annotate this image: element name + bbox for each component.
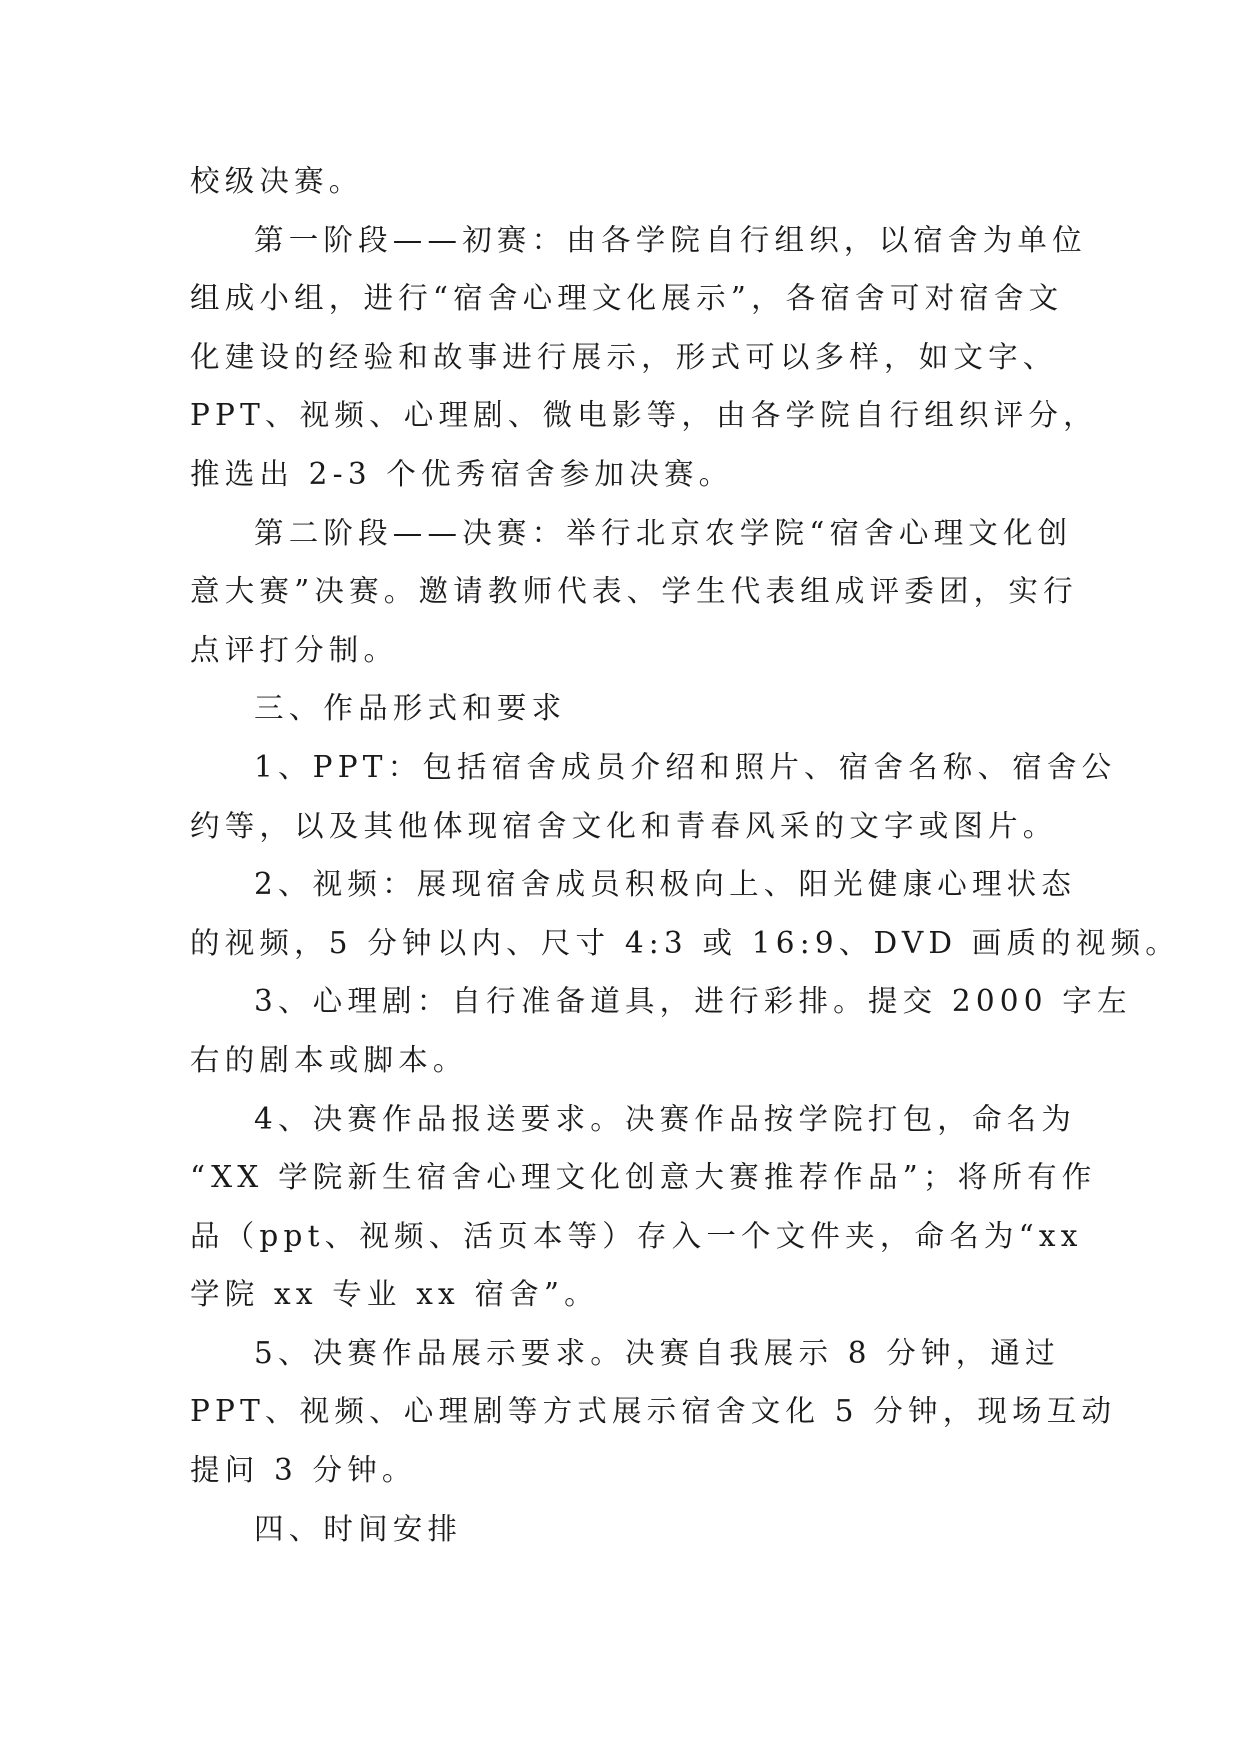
text-line: 意大赛”决赛。邀请教师代表、学生代表组成评委团，实行	[190, 574, 1078, 609]
text-line: 化建设的经验和故事进行展示，形式可以多样，如文字、	[190, 339, 1058, 374]
text-line: “XX 学院新生宿舍心理文化创意大赛推荐作品”；将所有作	[190, 1160, 1097, 1195]
section-heading-schedule: 四、时间安排	[254, 1511, 463, 1546]
document-page	[190, 152, 1180, 1558]
text-line: PPT、视频、心理剧、微电影等，由各学院自行组织评分，	[190, 398, 1098, 433]
paragraph-first-stage: 第一阶段——初赛：由各学院自行组织，以宿舍为单位	[254, 222, 1087, 257]
text-line: 品（ppt、视频、活页本等）存入一个文件夹，命名为“xx	[190, 1218, 1083, 1253]
text-line: 的视频，5 分钟以内、尺寸 4:3 或 16:9、DVD 画质的视频。	[190, 925, 1180, 960]
text-line: 组成小组，进行“宿舍心理文化展示”，各宿舍可对宿舍文	[190, 281, 1064, 316]
text-line: PPT、视频、心理剧等方式展示宿舍文化 5 分钟，现场互动	[190, 1394, 1117, 1429]
text-line: 推选出 2-3 个优秀宿舍参加决赛。	[190, 456, 734, 491]
list-item-drama: 3、心理剧：自行准备道具，进行彩排。提交 2000 字左	[254, 984, 1132, 1019]
text-line: 学院 xx 专业 xx 宿舍”。	[190, 1277, 599, 1312]
text-line: 提问 3 分钟。	[190, 1453, 417, 1488]
text-line: 约等，以及其他体现宿舍文化和青春风采的文字或图片。	[190, 808, 1058, 843]
text-line: 校级决赛。	[190, 164, 364, 198]
text-line: 右的剧本或脚本。	[190, 1042, 468, 1077]
list-item-video: 2、视频：展现宿舍成员积极向上、阳光健康心理状态	[254, 867, 1077, 902]
list-item-submission: 4、决赛作品报送要求。决赛作品按学院打包，命名为	[254, 1101, 1077, 1136]
section-heading-works: 三、作品形式和要求	[254, 691, 567, 726]
list-item-ppt: 1、PPT：包括宿舍成员介绍和照片、宿舍名称、宿舍公	[254, 749, 1117, 784]
text-line: 点评打分制。	[190, 632, 399, 667]
paragraph-second-stage: 第二阶段——决赛：举行北京农学院“宿舍心理文化创	[254, 515, 1073, 550]
list-item-presentation: 5、决赛作品展示要求。决赛自我展示 8 分钟，通过	[254, 1335, 1060, 1370]
